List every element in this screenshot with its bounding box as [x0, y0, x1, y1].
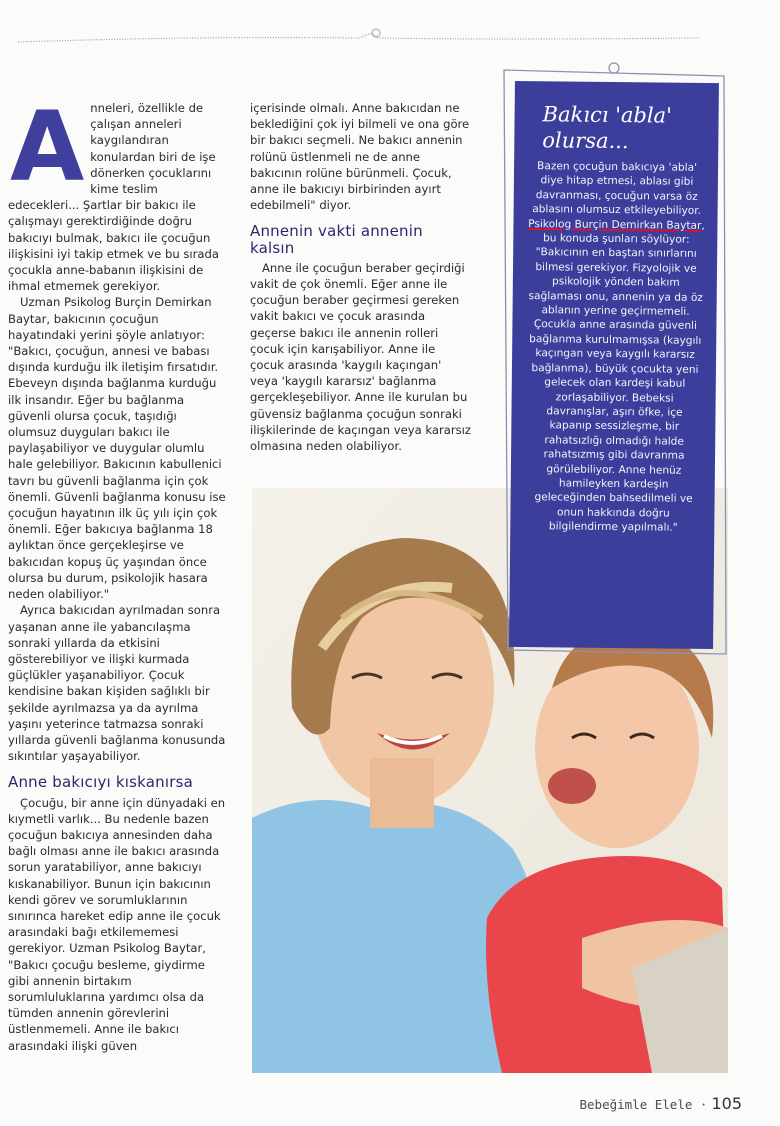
sidebar-box — [509, 81, 719, 649]
footer-separator: · — [699, 1097, 708, 1112]
intro-paragraph: nneleri, özellikle de çalışan anneleri kaygılandıran konulardan biri de işe dönerken çocuklarını kime teslim edecekleri... Şartlar bir bakıcı ile çalışmayı gerektirdiğinde doğru bakıcıyı bulmak, bakıcı ile çocuğun ilişkisini iyi takip etmek ve bu sırada çocukla anne-babanın ilişkisini de ihmal etmemek gerekiyor. — [8, 101, 219, 294]
drop-cap: A — [10, 91, 85, 203]
paragraph: içerisinde olmalı. Anne bakıcıdan ne beklediğini çok iyi bilmeli ve ona göre bir bakıcı seçmeli. Ne bakıcı annenin rolünü üstlenmeli ne de anne bakıcının rolüne bürünmeli. Çocuk, anne ile bakıcıyı birbirinden ayırt edebilmeli" diyor. — [250, 101, 470, 213]
section-heading: Anne bakıcıyı kıskanırsa — [8, 773, 193, 792]
paragraph: Ayrıca bakıcıdan ayrılmadan sonra yaşanan anne ile yabancılaşma sonraki yıllarda da etkisini gösterebiliyor ve ilişki kurmada güçlükler yaşanabiliyor. Çocuk kendisine bakan kişiden sağlıklı bir şekilde ayrılmazsa ya da ayrılma yaşını yeterince tatmazsa sonraki yıllarda güvenli bağlanma konusunda sıkıntılar yaşayabiliyor. — [8, 603, 226, 764]
decorative-top-line — [0, 0, 780, 60]
page-footer — [580, 1094, 743, 1113]
article-column-2 — [250, 100, 472, 454]
paragraph: Uzman Psikolog Burçin Demirkan Baytar, bakıcının çocuğun hayatındaki yerini şöyle anlatıyor: "Bakıcı, çocuğun, annesi ve babası dışında kurduğu ilk iletişim fırsatıdır. Ebeveyn dışında bağlanma kurduğu ilk insandır. Eğer bu bağlanma güvenli olursa çocuk, taşıdığı olumsuz duyguları bakıcı ile paylaşabiliyor ve duygular olumlu hale gelebiliyor. Bakıcının kabullenici tavrı bu güvenli bağlanma için çok önemli. Güvenli bağlanma konusu ise çocuğun hayatının ilk üç yılı için çok önemli. Eğer bakıcıya bağlanma 18 aylıktan önce gerçekleşirse ve bakıcıdan kopuş üç yaşından önce olursa bu durum, psikolojik hasara neden olabiliyor." — [8, 295, 226, 602]
sidebar-underlined-name: Psikolog Burçin Demirkan Baytar, — [528, 217, 705, 232]
sidebar-text-end: bu konuda şunları söylüyor: "Bakıcının en baştan sınırlarını bilmesi gerekiyor. Fizyolojik ve psikolojik yönden bakım sağlaması onu, annenin ya da öz ablanın yerine geçirmemeli. Çocukla anne arasında güvenli bağlanma kurulmamışsa (kaygılı kaçıngan veya kaygılı kararsız bağlanma), büyük çocukta yeni gelecek olan kardeşi kabul zorlaşabiliyor. Bebeksi davranışlar, aşırı öfke, içe kapanıp sessizleşme, bir rahatsızlığı olmadığı halde rahatsızmış gibi davranma görülebiliyor. Anne henüz hamileyken kardeşin geleceğinden bahsedilmeli ve onun hakkında doğru bilgilendirme yapılmalı." — [528, 232, 703, 534]
paragraph: Çocuğu, bir anne için dünyadaki en kıymetli varlık... Bu nedenle bazen çocuğun bakıcıya annesinden daha bağlı olması anne ile bakıcı arasında sorun yaratabiliyor, anne bakıcıyı kıskanabiliyor. Bunun için bakıcının kendi görev ve sorumluklarının sınırınca hareket edip anne ile çocuk arasındaki bağı etkilememesi gerekiyor. Uzman Psikolog Baytar, "Bakıcı çocuğu besleme, giydirme gibi annenin birtakım sorumluluklarına yardımcı olsa da tümden annenin görevlerini üstlenmemeli. Anne ile bakıcı arasındaki ilişki güven — [8, 795, 226, 1053]
page-number: 105 — [711, 1094, 742, 1113]
magazine-name: Bebeğimle Elele — [579, 1097, 693, 1112]
section-heading: Annenin vakti annenin kalsın — [250, 222, 423, 257]
sidebar-text-start: Bazen çocuğun bakıcıya 'abla' diye hitap etmesi, ablası gibi davranması, çocuğun varsa öz ablasını olumsuz etkileyebiliyor. — [532, 160, 702, 218]
sidebar-title: Bakıcı 'abla' olursa... — [542, 102, 673, 154]
sidebar-text — [524, 159, 706, 535]
paragraph: Anne ile çocuğun beraber geçirdiği vakit de çok önemli. Eğer anne ile çocuğun beraber geçirmesi gereken vakit bakıcı ve çocuk arasında geçerse bakıcı ile annenin rolleri çocuk için karışabiliyor. Anne ile çocuk arasında 'kaygılı kaçıngan' veya 'kaygılı kararsız' bağlanma gerçekleşebiliyor. Anne ile kurulan bu güvensiz bağlanma çocuğun sonraki ilişkilerinde de kaçıngan veya kararsız olmasına neden olabiliyor. — [250, 260, 471, 454]
article-column-1 — [8, 91, 226, 1054]
